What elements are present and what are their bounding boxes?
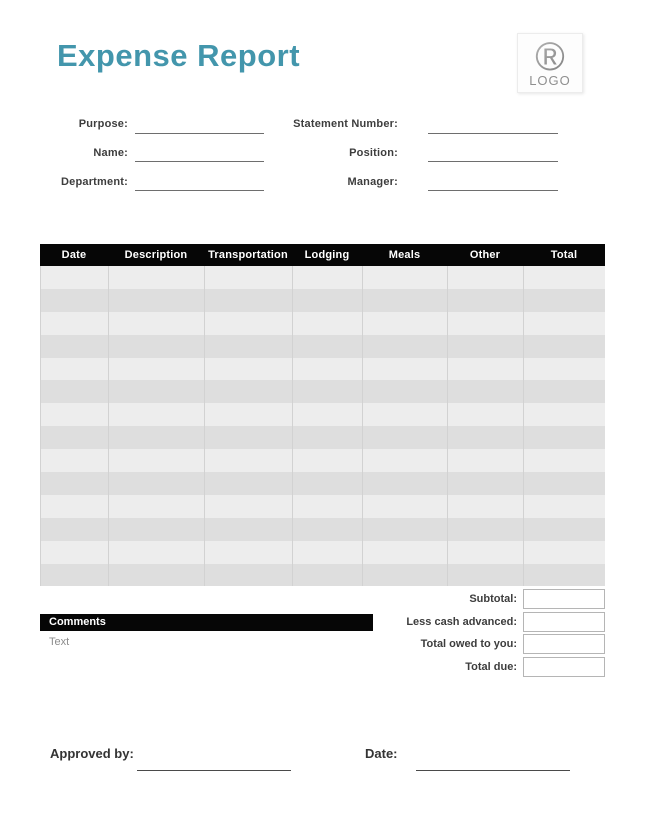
total-label-subtotal: Subtotal: xyxy=(469,593,517,605)
expense-cell[interactable] xyxy=(292,266,362,289)
field-input-line-manager[interactable] xyxy=(428,190,558,191)
expense-cell[interactable] xyxy=(204,380,292,403)
expense-table-row xyxy=(40,564,605,587)
expense-table-row xyxy=(40,541,605,564)
expense-cell[interactable] xyxy=(292,335,362,358)
expense-cell[interactable] xyxy=(292,449,362,472)
expense-cell[interactable] xyxy=(362,472,447,495)
expense-cell[interactable] xyxy=(204,472,292,495)
expense-cell[interactable] xyxy=(40,380,108,403)
expense-table-row xyxy=(40,449,605,472)
expense-cell[interactable] xyxy=(40,518,108,541)
total-input-total-due[interactable] xyxy=(523,657,605,677)
column-header-date: Date xyxy=(61,249,87,261)
expense-cell[interactable] xyxy=(292,403,362,426)
expense-cell[interactable] xyxy=(523,380,605,403)
field-input-line-position[interactable] xyxy=(428,161,558,162)
expense-cell[interactable] xyxy=(362,564,447,587)
date-signature-line[interactable] xyxy=(416,770,570,771)
expense-cell[interactable] xyxy=(292,312,362,335)
total-label-less-cash-advanced: Less cash advanced: xyxy=(406,615,517,628)
expense-table xyxy=(40,244,605,586)
expense-cell[interactable] xyxy=(362,426,447,449)
expense-cell[interactable] xyxy=(447,426,523,449)
expense-cell[interactable] xyxy=(108,426,204,449)
expense-cell[interactable] xyxy=(108,289,204,312)
expense-cell[interactable] xyxy=(523,472,605,495)
expense-cell[interactable] xyxy=(292,289,362,312)
expense-cell[interactable] xyxy=(40,426,108,449)
expense-cell[interactable] xyxy=(40,495,108,518)
expense-cell[interactable] xyxy=(523,403,605,426)
date-label: Date: xyxy=(365,746,398,761)
expense-cell[interactable] xyxy=(292,472,362,495)
expense-cell[interactable] xyxy=(523,335,605,358)
field-label-name: Name: xyxy=(93,147,128,159)
field-label-statement-number: Statement Number: xyxy=(293,118,398,130)
expense-cell[interactable] xyxy=(447,564,523,587)
field-input-line-department[interactable] xyxy=(135,190,264,191)
expense-cell[interactable] xyxy=(523,541,605,564)
expense-cell[interactable] xyxy=(108,380,204,403)
approved-by-label: Approved by: xyxy=(50,746,134,761)
expense-cell[interactable] xyxy=(204,266,292,289)
expense-cell[interactable] xyxy=(362,541,447,564)
expense-table-row xyxy=(40,289,605,312)
expense-cell[interactable] xyxy=(447,403,523,426)
expense-cell[interactable] xyxy=(523,518,605,541)
expense-cell[interactable] xyxy=(204,564,292,587)
expense-table-row xyxy=(40,380,605,403)
field-label-purpose: Purpose: xyxy=(78,118,128,130)
expense-cell[interactable] xyxy=(362,495,447,518)
expense-cell[interactable] xyxy=(40,449,108,472)
field-label-position: Position: xyxy=(349,147,398,159)
expense-cell[interactable] xyxy=(40,358,108,381)
total-input-subtotal[interactable] xyxy=(523,589,605,609)
expense-table-row xyxy=(40,403,605,426)
expense-cell[interactable] xyxy=(447,495,523,518)
expense-table-row xyxy=(40,518,605,541)
expense-cell[interactable] xyxy=(292,426,362,449)
expense-cell[interactable] xyxy=(447,289,523,312)
expense-cell[interactable] xyxy=(108,358,204,381)
expense-cell[interactable] xyxy=(447,472,523,495)
registered-trademark-icon: ® xyxy=(535,35,565,79)
expense-cell[interactable] xyxy=(292,564,362,587)
expense-table-body xyxy=(40,266,605,586)
logo xyxy=(517,33,583,93)
expense-cell[interactable] xyxy=(40,403,108,426)
comments-header: Comments xyxy=(40,614,373,631)
expense-table-header-row xyxy=(40,244,605,266)
expense-cell[interactable] xyxy=(108,541,204,564)
expense-cell[interactable] xyxy=(108,472,204,495)
expense-cell[interactable] xyxy=(362,266,447,289)
expense-table-row xyxy=(40,358,605,381)
column-header-description: Description xyxy=(124,249,188,261)
total-label-total-owed-to-you: Total owed to you: xyxy=(420,638,517,650)
expense-cell[interactable] xyxy=(40,541,108,564)
expense-cell[interactable] xyxy=(523,564,605,587)
expense-table-row xyxy=(40,426,605,449)
expense-cell[interactable] xyxy=(204,335,292,358)
expense-cell[interactable] xyxy=(447,449,523,472)
expense-cell[interactable] xyxy=(447,358,523,381)
expense-cell[interactable] xyxy=(40,335,108,358)
column-header-transportation: Transportation xyxy=(208,249,288,261)
expense-cell[interactable] xyxy=(292,541,362,564)
expense-cell[interactable] xyxy=(204,449,292,472)
expense-cell[interactable] xyxy=(204,495,292,518)
field-label-department: Department: xyxy=(61,176,128,188)
expense-cell[interactable] xyxy=(447,380,523,403)
expense-cell[interactable] xyxy=(362,380,447,403)
expense-cell[interactable] xyxy=(204,426,292,449)
expense-cell[interactable] xyxy=(204,403,292,426)
expense-cell[interactable] xyxy=(108,266,204,289)
expense-cell[interactable] xyxy=(292,358,362,381)
expense-table-row xyxy=(40,312,605,335)
expense-cell[interactable] xyxy=(523,426,605,449)
total-label-total-due: Total due: xyxy=(465,660,517,673)
expense-cell[interactable] xyxy=(523,289,605,312)
expense-cell[interactable] xyxy=(362,403,447,426)
expense-cell[interactable] xyxy=(523,312,605,335)
expense-cell[interactable] xyxy=(447,312,523,335)
expense-cell[interactable] xyxy=(204,312,292,335)
expense-cell[interactable] xyxy=(292,495,362,518)
expense-cell[interactable] xyxy=(523,358,605,381)
field-input-line-purpose[interactable] xyxy=(135,133,264,134)
column-header-total: Total xyxy=(550,249,578,261)
expense-cell[interactable] xyxy=(40,289,108,312)
expense-cell[interactable] xyxy=(362,312,447,335)
expense-cell[interactable] xyxy=(447,335,523,358)
expense-cell[interactable] xyxy=(292,518,362,541)
approved-by-signature-line[interactable] xyxy=(137,770,291,771)
expense-cell[interactable] xyxy=(108,312,204,335)
field-input-line-statement-number[interactable] xyxy=(428,133,558,134)
field-label-manager: Manager: xyxy=(347,176,398,188)
expense-cell[interactable] xyxy=(362,289,447,312)
logo-label: LOGO xyxy=(529,73,571,88)
expense-table-row xyxy=(40,266,605,289)
column-header-other: Other xyxy=(469,249,501,261)
expense-cell[interactable] xyxy=(447,541,523,564)
field-input-line-name[interactable] xyxy=(135,161,264,162)
expense-cell[interactable] xyxy=(204,518,292,541)
expense-cell[interactable] xyxy=(292,380,362,403)
comments-input-area[interactable]: Text xyxy=(49,636,70,648)
column-header-meals: Meals xyxy=(388,249,421,261)
expense-cell[interactable] xyxy=(204,289,292,312)
expense-table-row xyxy=(40,495,605,518)
expense-cell[interactable] xyxy=(204,541,292,564)
column-header-lodging: Lodging xyxy=(304,249,350,261)
expense-cell[interactable] xyxy=(204,358,292,381)
expense-cell[interactable] xyxy=(108,335,204,358)
expense-cell[interactable] xyxy=(523,266,605,289)
expense-cell[interactable] xyxy=(40,564,108,587)
expense-cell[interactable] xyxy=(108,518,204,541)
expense-cell[interactable] xyxy=(362,358,447,381)
expense-cell[interactable] xyxy=(362,518,447,541)
expense-cell[interactable] xyxy=(40,266,108,289)
expense-cell[interactable] xyxy=(523,495,605,518)
total-input-less-cash-advanced[interactable] xyxy=(523,612,605,632)
expense-cell[interactable] xyxy=(108,564,204,587)
expense-cell[interactable] xyxy=(362,335,447,358)
expense-cell[interactable] xyxy=(108,495,204,518)
expense-cell[interactable] xyxy=(108,449,204,472)
total-input-total-owed-to-you[interactable] xyxy=(523,634,605,654)
expense-cell[interactable] xyxy=(40,312,108,335)
expense-cell[interactable] xyxy=(523,449,605,472)
expense-table-row xyxy=(40,335,605,358)
page-title: Expense Report xyxy=(57,38,301,73)
expense-cell[interactable] xyxy=(447,266,523,289)
expense-cell[interactable] xyxy=(108,403,204,426)
expense-cell[interactable] xyxy=(362,449,447,472)
expense-table-row xyxy=(40,472,605,495)
expense-cell[interactable] xyxy=(40,472,108,495)
expense-cell[interactable] xyxy=(447,518,523,541)
